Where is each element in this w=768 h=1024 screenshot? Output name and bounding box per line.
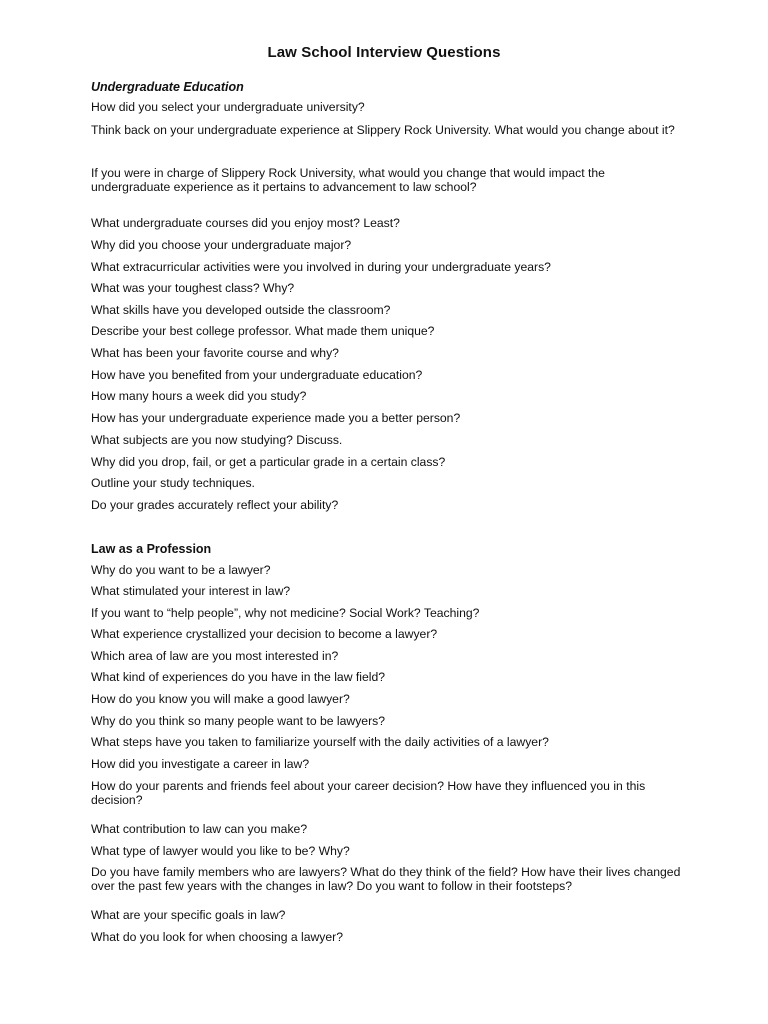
question: Outline your study techniques. [91,476,255,490]
question: How has your undergraduate experience made you a better person? [91,411,461,425]
question: What type of lawyer would you like to be? Why? [91,844,350,858]
question: What undergraduate courses did you enjoy most? Least? [91,216,400,230]
question: What experience crystallized your decision to become a lawyer? [91,627,438,641]
section-heading-law-as-a-profession: Law as a Profession [91,542,212,556]
question: How do you know you will make a good lawyer? [91,692,350,706]
question: What stimulated your interest in law? [91,584,291,598]
question: Do you have family members who are lawyers? What do they think of the field? How have their lives changed over the past few years with the changes in law? Do you want to follow in their footsteps? [91,865,681,893]
question: If you want to “help people”, why not medicine? Social Work? Teaching? [91,606,480,620]
question: What kind of experiences do you have in the law field? [91,670,386,684]
question: How many hours a week did you study? [91,389,307,403]
question: What are your specific goals in law? [91,908,286,922]
section-heading-undergraduate-education: Undergraduate Education [91,80,244,94]
question: What skills have you developed outside the classroom? [91,303,391,317]
question: How do your parents and friends feel about your career decision? How have they influenced you in this decision? [91,779,646,807]
question: Why did you choose your undergraduate major? [91,238,352,252]
question: Think back on your undergraduate experience at Slippery Rock University. What would you change about it? [91,123,675,137]
question: How did you select your undergraduate university? [91,100,365,114]
question: Why do you want to be a lawyer? [91,563,271,577]
question: Why do you think so many people want to be lawyers? [91,714,386,728]
page-title: Law School Interview Questions [267,44,501,61]
question: What steps have you taken to familiarize yourself with the daily activities of a lawyer? [91,735,549,749]
question: Do your grades accurately reflect your ability? [91,498,339,512]
question: If you were in charge of Slippery Rock University, what would you change that would impact the undergraduate experience as it pertains to advancement to law school? [91,166,605,194]
question: What has been your favorite course and why? [91,346,339,360]
question: How have you benefited from your undergraduate education? [91,368,423,382]
question: What subjects are you now studying? Discuss. [91,433,343,447]
question: What was your toughest class? Why? [91,281,295,295]
question: Describe your best college professor. What made them unique? [91,324,435,338]
question: How did you investigate a career in law? [91,757,310,771]
question: Which area of law are you most interested in? [91,649,339,663]
question: What extracurricular activities were you involved in during your undergraduate years? [91,260,551,274]
question: Why did you drop, fail, or get a particular grade in a certain class? [91,455,446,469]
question: What do you look for when choosing a lawyer? [91,930,344,944]
question: What contribution to law can you make? [91,822,308,836]
